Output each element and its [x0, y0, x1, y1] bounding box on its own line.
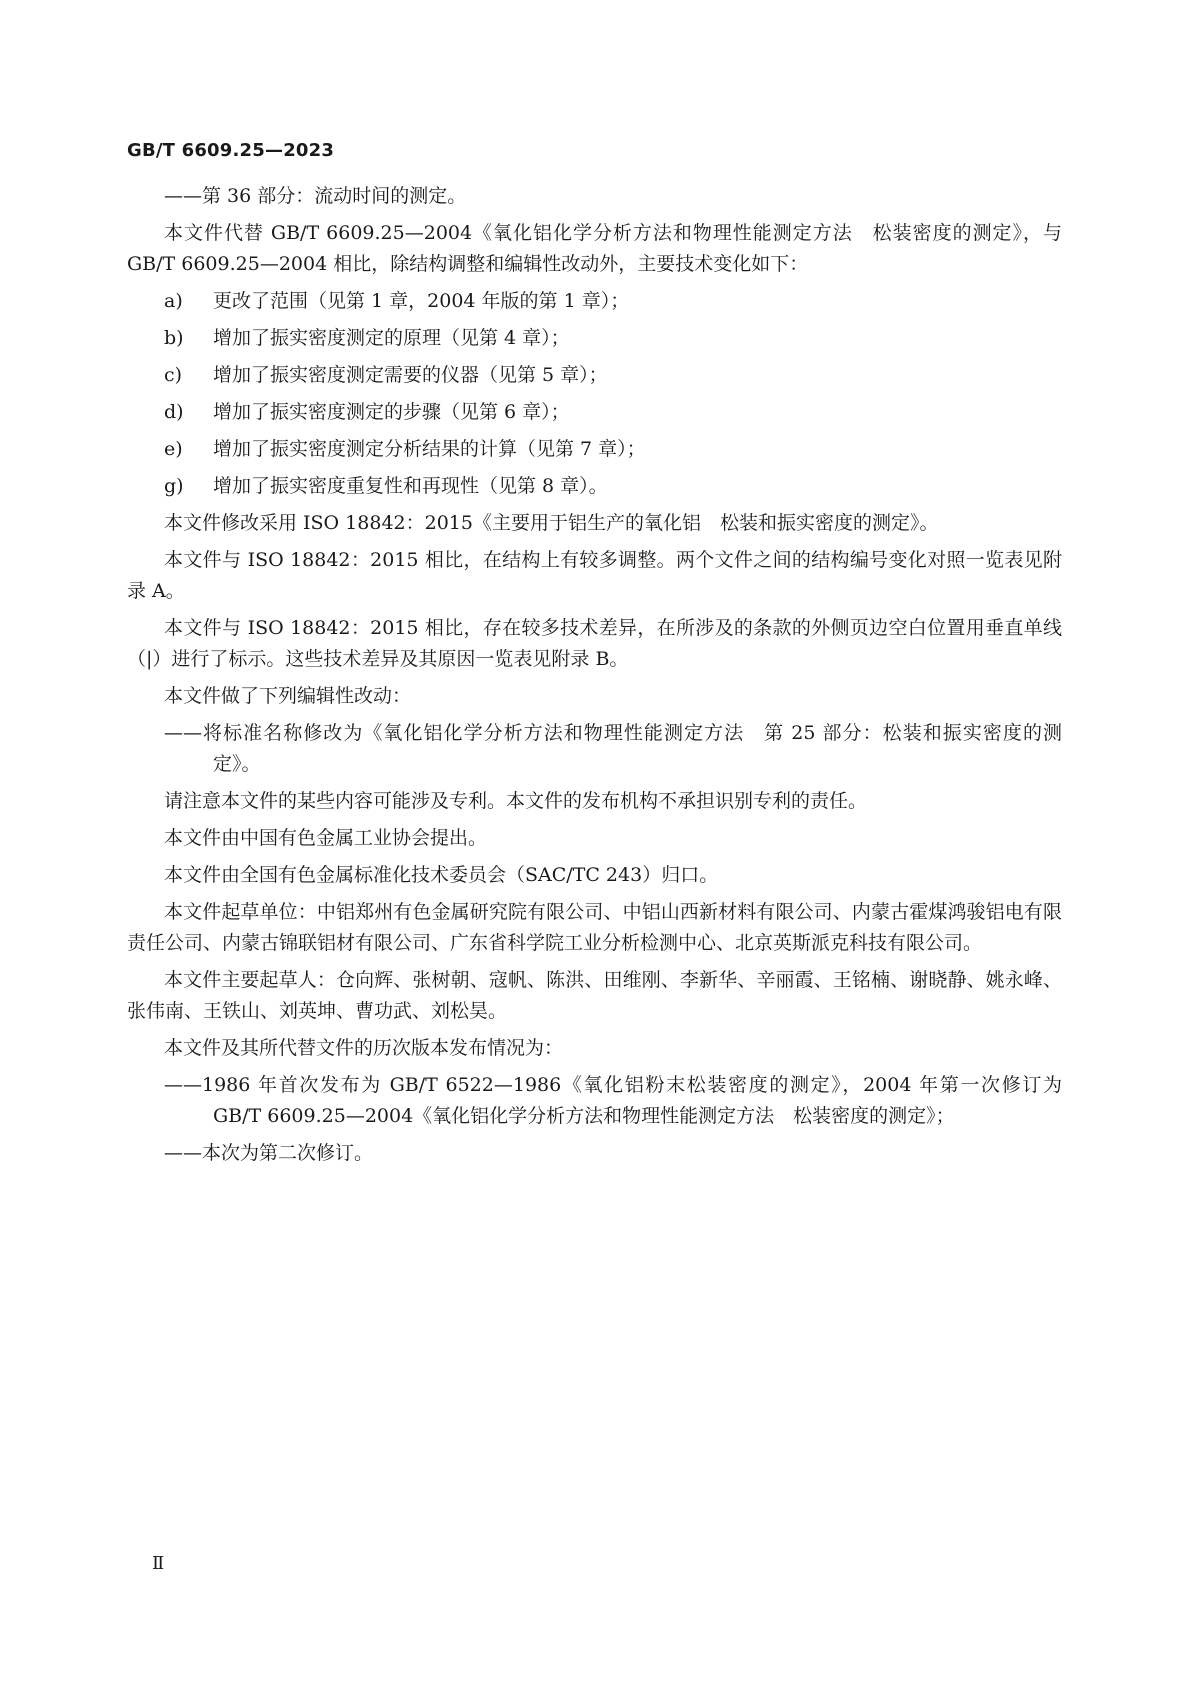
list-item — [127, 286, 1062, 317]
list-item — [127, 360, 1062, 391]
paragraph-drafters: 本文件主要起草人：仓向辉、张树朝、寇帆、陈洪、田维刚、李新华、辛丽霞、王铭楠、谢晓静、姚永峰、张伟南、王铁山、刘英坤、曹功武、刘松昊。 — [127, 969, 1062, 1022]
list-marker: b) — [164, 327, 184, 349]
paragraph-history: 本文件及其所代替文件的历次版本发布情况为： — [164, 1037, 564, 1059]
paragraph-centralized: 本文件由全国有色金属标准化技术委员会（SAC/TC 243）归口。 — [164, 864, 719, 886]
list-marker: d) — [164, 401, 184, 423]
list-marker: e) — [164, 438, 183, 460]
paragraph-replacement: 本文件代替 GB/T 6609.25—2004《氧化铝化学分析方法和物理性能测定方法 松装密度的测定》，与 GB/T 6609.25—2004 相比，除结构调整和编辑性改动外，主要技术变化如下： — [127, 222, 1062, 275]
paragraph-editorial: 本文件做了下列编辑性改动： — [164, 685, 412, 707]
list-marker: c) — [164, 364, 183, 386]
document-number: GB/T 6609.25—2023 — [127, 140, 335, 161]
paragraph-adoption: 本文件修改采用 ISO 18842：2015《主要用于铝生产的氧化铝 松装和振实密度的测定》。 — [164, 512, 939, 534]
paragraph-drafting-units: 本文件起草单位：中铝郑州有色金属研究院有限公司、中铝山西新材料有限公司、内蒙古霍煤鸿骏铝电有限责任公司、内蒙古锦联铝材有限公司、广东省科学院工业分析检测中心、北京英斯派克科技有限公司。 — [127, 901, 1062, 954]
paragraph-proposed: 本文件由中国有色金属工业协会提出。 — [164, 827, 488, 849]
list-marker: g) — [164, 475, 184, 497]
list-item — [127, 434, 1062, 465]
list-text: 增加了振实密度测定需要的仪器（见第 5 章）； — [213, 364, 608, 386]
dash-item-rename: ——将标准名称修改为《氧化铝化学分析方法和物理性能测定方法 第 25 部分：松装和振实密度的测定》。 — [164, 722, 1062, 775]
list-item — [127, 397, 1062, 428]
paragraph-structure: 本文件与 ISO 18842：2015 相比，在结构上有较多调整。两个文件之间的结构编号变化对照一览表见附录 A。 — [127, 549, 1062, 602]
paragraph-technical-differences: 本文件与 ISO 18842：2015 相比，存在较多技术差异，在所涉及的条款的外侧页边空白位置用垂直单线（|）进行了标示。这些技术差异及其原因一览表见附录 B。 — [127, 617, 1062, 670]
list-text: 增加了振实密度测定的步骤（见第 6 章）； — [213, 401, 570, 423]
list-text: 增加了振实密度测定分析结果的计算（见第 7 章）； — [213, 438, 646, 460]
list-text: 增加了振实密度测定的原理（见第 4 章）； — [213, 327, 570, 349]
list-text: 增加了振实密度重复性和再现性（见第 8 章）。 — [213, 475, 608, 497]
dash-item-second-revision: ——本次为第二次修订。 — [164, 1142, 374, 1164]
foreword-body — [127, 181, 1062, 1175]
list-text: 更改了范围（见第 1 章，2004 年版的第 1 章）； — [213, 290, 630, 312]
list-item — [127, 323, 1062, 354]
list-marker: a) — [164, 290, 183, 312]
dash-item-1986: ——1986 年首次发布为 GB/T 6522—1986《氧化铝粉末松装密度的测定》，2004 年第一次修订为 GB/T 6609.25—2004《氧化铝化学分析方法和物理性能测定方法 松装密度的测定》； — [164, 1074, 1062, 1127]
page-number: Ⅱ — [152, 1553, 165, 1574]
list-item — [127, 471, 1062, 502]
dash-item-part36: ——第 36 部分：流动时间的测定。 — [164, 185, 467, 207]
paragraph-patent: 请注意本文件的某些内容可能涉及专利。本文件的发布机构不承担识别专利的责任。 — [164, 790, 868, 812]
